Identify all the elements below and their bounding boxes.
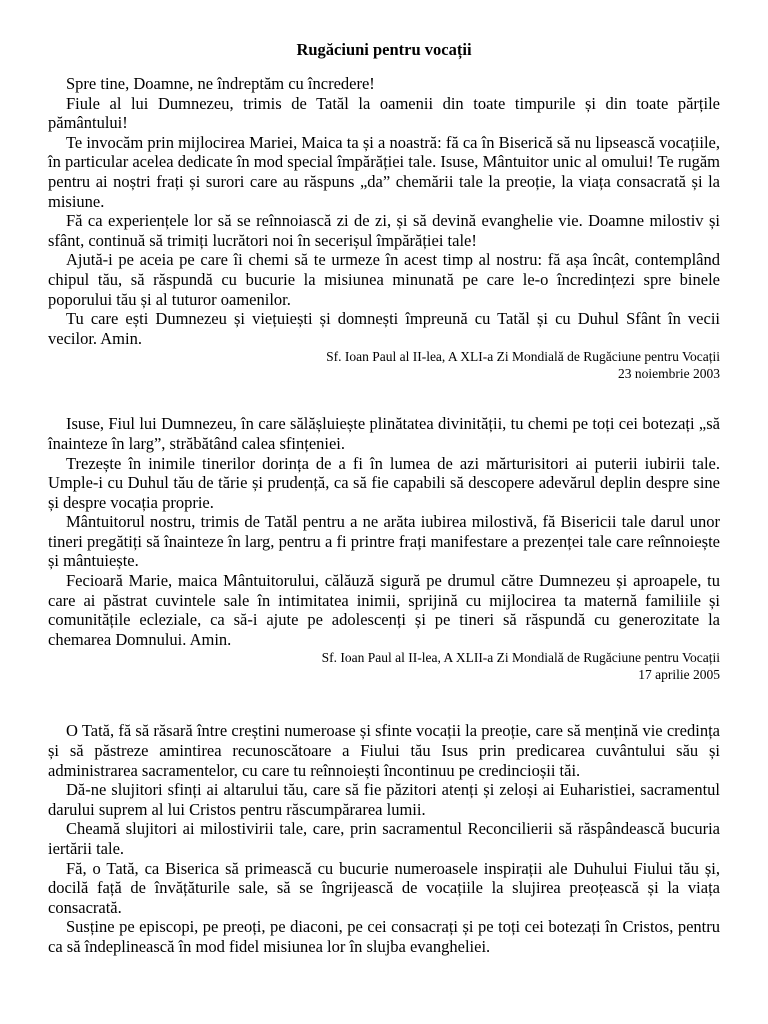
prayer-1-paragraph: Fiule al lui Dumnezeu, trimis de Tatăl la oamenii din toate timpurile și din toate părțile pământului! (48, 93, 720, 133)
prayer-1-source: Sf. Ioan Paul al II-lea, A XLI-a Zi Mondială de Rugăciune pentru Vocații (326, 349, 720, 365)
prayer-2-paragraph: Mântuitorul nostru, trimis de Tatăl pentru a ne arăta iubirea milostivă, fă Bisericii tale darul unor tineri pregătiți să înainteze în larg, pentru a fi printre frați manifestare a prezenței tale care reînnoiește și mântuiește. (48, 512, 720, 571)
prayer-1-paragraph: Spre tine, Doamne, ne îndreptăm cu încredere! (66, 74, 375, 93)
prayer-3-paragraph: Dă-ne slujitori sfinți ai altarului tău, care să fie păzitori atenți și zeloși ai Euharistiei, sacramentul darului suprem al lui Cristos pentru răscumpărarea lumii. (48, 780, 720, 819)
prayer-1-paragraph: Te invocăm prin mijlocirea Mariei, Maica ta și a noastră: fă ca în Biserică să nu lipsească vocațiile, în particular acelea dedicate în mod special împărăției tale. Isuse, Mântuitor unic al omului! Te rugăm pentru ai noștri frați și surori care au răspuns „da” chemării tale la preoție, la viața consacrată și la misiune. (48, 132, 720, 211)
prayer-1-paragraph: Fă ca experiențele lor să se reînnoiască zi de zi, și să devină evanghelie vie. Doamne milostiv și sfânt, continuă să trimiți lucrători noi în secerișul împărăției tale! (48, 211, 720, 250)
prayer-1-paragraph: Tu care ești Dumnezeu și viețuiești și domnești împreună cu Tatăl și cu Duhul Sfânt în vecii vecilor. Amin. (48, 309, 720, 348)
prayer-2-date: 17 aprilie 2005 (638, 667, 720, 683)
prayer-3 (48, 721, 720, 956)
prayer-1 (48, 74, 720, 382)
prayer-3-paragraph: O Tată, fă să răsară între creștini numeroase și sfinte vocații la preoție, care să mențină vie credința și să păstreze amintirea recunoscătoare a Fiului tău Isus prin predicarea cuvântului său și administrarea sacramentelor, cu care tu reînnoiești încontinuu pe credincioșii tăi. (48, 721, 720, 780)
prayer-3-paragraph: Susține pe episcopi, pe preoți, pe diaconi, pe cei consacrați și pe toți cei botezați în Cristos, pentru ca să îndeplinească în mod fidel misiunea lor în slujba evangheliei. (48, 917, 720, 956)
prayer-3-paragraph: Cheamă slujitori ai milostivirii tale, care, prin sacramentul Reconcilierii să răspândească bucuria iertării tale. (48, 819, 720, 858)
prayer-1-paragraph: Ajută-i pe aceia pe care îi chemi să te urmeze în acest timp al nostru: fă așa încât, contemplând chipul tău, să răspundă cu bucurie la misiunea minunată pe care le-o încredințezi spre binele poporului tău și al tuturor oamenilor. (48, 250, 720, 309)
prayer-2-paragraph: Fecioară Marie, maica Mântuitorului, călăuză sigură pe drumul către Dumnezeu și aproapele, tu care ai păstrat cuvintele sale în intimitatea inimii, sprijină cu mijlocirea ta maternă familiile și comunitățile ecleziale, ca să-i ajute pe adolescenți și pe tineri să răspundă cu generozitate la chemarea Domnului. Amin. (48, 571, 720, 649)
page-title: Rugăciuni pentru vocații (296, 40, 472, 59)
prayer-2-paragraph: Trezește în inimile tinerilor dorința de a fi în lumea de azi mărturisitori ai puterii iubirii tale. Umple-i cu Duhul tău de tărie și prudență, ca să fie capabili să descopere adevărul deplin despre sine și despre vocația proprie. (48, 453, 720, 512)
prayer-1-date: 23 noiembrie 2003 (618, 366, 720, 382)
prayer-2 (48, 414, 720, 683)
prayer-2-source: Sf. Ioan Paul al II-lea, A XLII-a Zi Mondială de Rugăciune pentru Vocații (321, 650, 720, 666)
document-page (48, 40, 720, 957)
prayer-3-paragraph: Fă, o Tată, ca Biserica să primească cu bucurie numeroasele inspirații ale Duhului Fiului tău și, docilă față de învățăturile sale, să se îngrijească de vocațiile la slujirea preoțească și la viața consacrată. (48, 858, 720, 917)
prayer-2-paragraph: Isuse, Fiul lui Dumnezeu, în care sălășluiește plinătatea divinității, tu chemi pe toți cei botezați „să înainteze în larg”, străbătând calea sfințeniei. (48, 414, 720, 453)
